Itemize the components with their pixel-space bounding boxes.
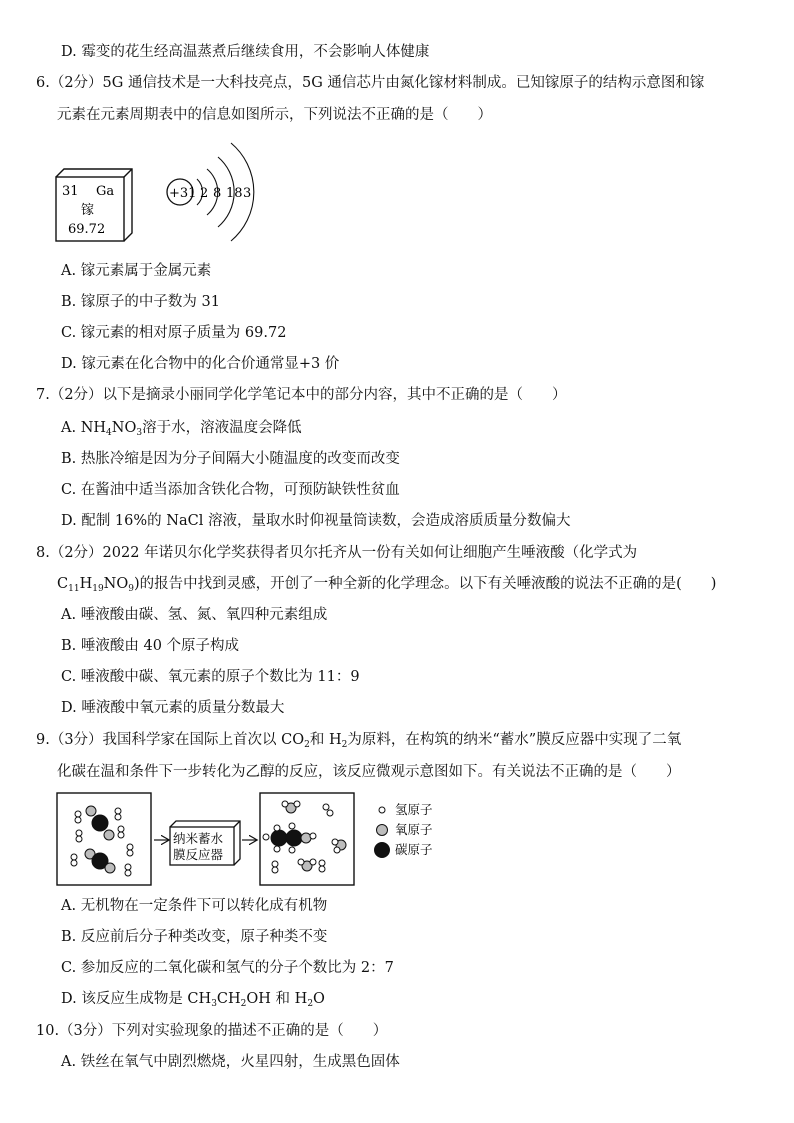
- reactor-label-1: 纳米蓄水: [173, 831, 224, 846]
- gallium-figure: [50, 133, 260, 248]
- q9-option-a: A. 无机物在一定条件下可以转化成有机物: [61, 898, 328, 914]
- q9-stem-line2: 化碳在温和条件下一步转化为乙醇的反应，该反应微观示意图如下。有关说法不正确的是（ ）: [57, 764, 681, 780]
- q9-option-d: D. 该反应生成物是 $CH_3CH_2OH$ 和 $H_2O$: [61, 991, 325, 1009]
- shell-1: 2: [200, 186, 209, 201]
- legend: [375, 802, 433, 858]
- reactor-box: [170, 821, 240, 865]
- q10-stem: 10.（3分）下列对实验现象的描述不正确的是（ ）: [36, 1023, 388, 1039]
- q8-option-a: A. 唾液酸由碳、氢、氮、氧四种元素组成: [61, 607, 328, 623]
- element-name: 镓: [81, 203, 95, 218]
- oxygen-legend-icon: [377, 825, 388, 836]
- q7-option-c: C. 在酱油中适当添加含铁化合物，可预防缺铁性贫血: [61, 482, 400, 498]
- shell-4: 3: [243, 186, 252, 201]
- q7-option-a: A. $NH_4NO_3$溶于水，溶液温度会降低: [61, 420, 302, 438]
- element-mass: 69.72: [68, 222, 106, 237]
- q6-stem-line1: 6.（2分）5G 通信技术是一大科技亮点，5G 通信芯片由氮化镓材料制成。已知镓原子的结构示意图和镓: [36, 75, 705, 91]
- q7-option-d: D. 配制 16%的 NaCl 溶液，量取水时仰视量筒读数，会造成溶质质量分数偏大: [61, 513, 571, 529]
- q10-option-a: A. 铁丝在氧气中剧烈燃烧，火星四射，生成黑色固体: [61, 1054, 400, 1070]
- q6-option-d: D. 镓元素在化合物中的化合价通常显+3 价: [61, 356, 340, 372]
- q9-stem-line1: 9.（3分）我国科学家在国际上首次以 $CO_2$和 $H_2$为原料，在构筑的纳米“蓄水”膜反应器中实现了二氧: [36, 732, 682, 750]
- q6-option-c: C. 镓元素的相对原子质量为 69.72: [61, 325, 287, 341]
- q7-stem: 7.（2分）以下是摘录小丽同学化学笔记本中的部分内容，其中不正确的是（ ）: [36, 387, 567, 403]
- q9-option-c: C. 参加反应的二氧化碳和氢气的分子个数比为 2：7: [61, 960, 394, 976]
- nucleus-charge: +31: [169, 186, 197, 201]
- q8-option-c: C. 唾液酸中碳、氧元素的原子个数比为 11：9: [61, 669, 360, 685]
- q8-option-d: D. 唾液酸中氧元素的质量分数最大: [61, 700, 285, 716]
- q6-option-a: A. 镓元素属于金属元素: [61, 263, 212, 279]
- q6-option-b: B. 镓原子的中子数为 31: [61, 294, 220, 310]
- carbon-legend-icon: [375, 843, 390, 858]
- q9-option-b: B. 反应前后分子种类改变，原子种类不变: [61, 929, 328, 945]
- q6-stem-line2: 元素在元素周期表中的信息如图所示，下列说法不正确的是（ ）: [57, 107, 492, 123]
- reaction-diagram: [50, 789, 450, 889]
- shell-2: 8: [213, 186, 222, 201]
- atom-structure-diagram: [167, 143, 254, 241]
- shell-3: 18: [226, 186, 243, 201]
- legend-hydrogen: 氢原子: [395, 802, 433, 817]
- element-number: 31: [62, 184, 79, 199]
- reactor-label-2: 膜反应器: [173, 847, 224, 862]
- element-symbol: Ga: [96, 184, 115, 199]
- reactants-box: [57, 793, 151, 885]
- q7-option-b: B. 热胀冷缩是因为分子间隔大小随温度的改变而改变: [61, 451, 400, 467]
- element-cell: [56, 169, 132, 241]
- q8-stem-line1: 8.（2分）2022 年诺贝尔化学奖获得者贝尔托齐从一份有关如何让细胞产生唾液酸（化学式为: [36, 545, 638, 561]
- legend-carbon: 碳原子: [395, 842, 433, 857]
- q8-stem-line2: $C_{11}H_{19}NO_9$)的报告中找到灵感，开创了一种全新的化学理念。以下有关唾液酸的说法不正确的是( ): [57, 576, 717, 594]
- legend-oxygen: 氧原子: [395, 822, 433, 837]
- hydrogen-legend-icon: [379, 807, 385, 813]
- q5-option-d: D. 霉变的花生经高温蒸煮后继续食用，不会影响人体健康: [61, 44, 430, 60]
- q8-option-b: B. 唾液酸由 40 个原子构成: [61, 638, 240, 654]
